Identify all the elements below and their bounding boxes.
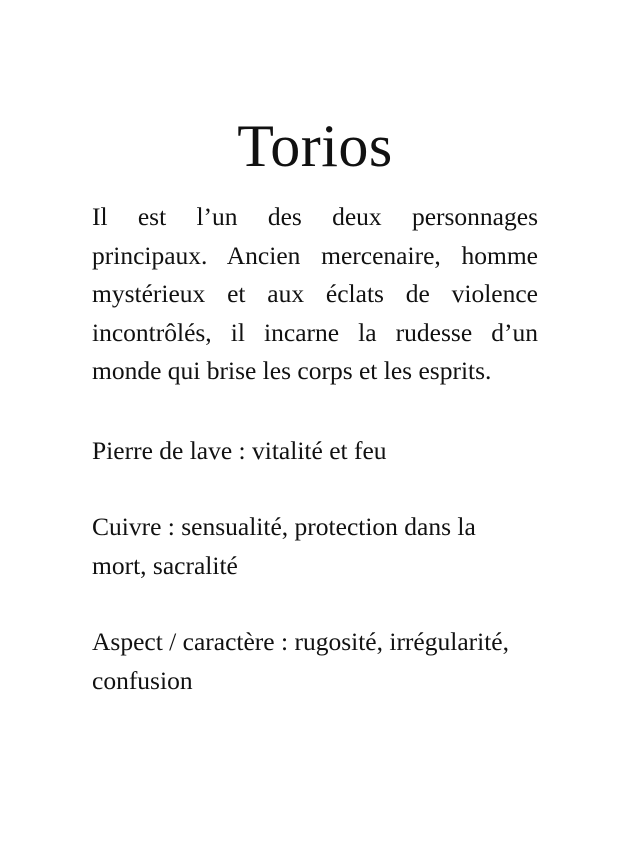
page-title: Torios	[237, 113, 393, 179]
document-page	[92, 0, 538, 700]
attribute-aspect: Aspect / caractère : rugosité, irrégularité, confusion	[92, 627, 510, 695]
character-description: Il est l’un des deux personnages principaux. Ancien mercenaire, homme mystérieux et aux éclats de violence incontrôlés, il incarne la rudesse d’un monde qui brise les corps et les esprits.	[92, 202, 538, 385]
attribute-lava-stone: Pierre de lave : vitalité et feu	[92, 435, 387, 465]
attribute-copper: Cuivre : sensualité, protection dans la mort, sacralité	[92, 512, 476, 580]
